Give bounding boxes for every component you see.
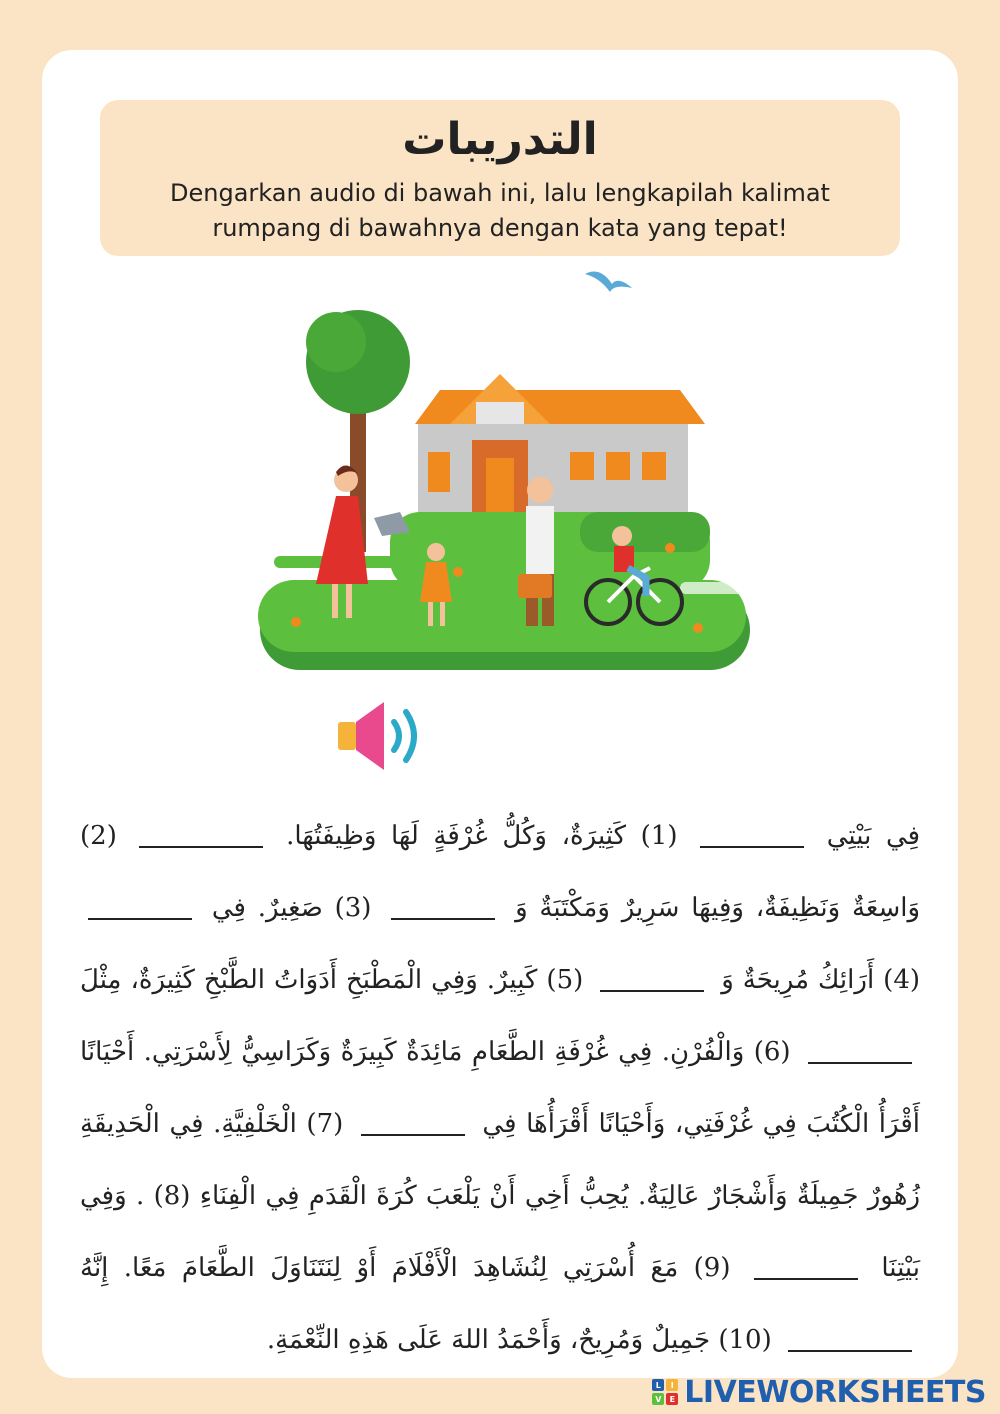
- reading-passage: [80, 800, 920, 1376]
- answer-blank-10[interactable]: [788, 1316, 912, 1352]
- page-title: التدريبات: [402, 114, 598, 165]
- answer-blank-9[interactable]: [754, 1244, 858, 1280]
- hedge: [580, 512, 710, 552]
- girl-leg: [428, 602, 433, 626]
- logo-letter: V: [652, 1393, 664, 1405]
- logo-letter: E: [666, 1393, 678, 1405]
- passage-text: (9) مَعَ أُسْرَتِي لِنُشَاهِدَ الْأَفْلَامَ أَوْ لِنَتَنَاوَلَ الطَّعَامَ مَعًا. إِنَّهُ: [80, 1253, 731, 1283]
- boy-head: [612, 526, 632, 546]
- header-box: [100, 100, 900, 256]
- passage-text: (6) وَالْفُرْنِ. فِي غُرْفَةِ الطَّعَامِ مَائِدَةٌ كَبِيرَةٌ وَكَرَاسِيُّ لِأَسْرَتِي. أَحْيَانًا أَقْرَأُ الْكُتُبَ فِي غُرْفَتِي، وَأَحْيَانًا أَقْرَأُهَا فِي: [80, 1037, 920, 1139]
- gable-window: [476, 402, 524, 424]
- girl-leg: [440, 602, 445, 626]
- answer-blank-6[interactable]: [808, 1028, 912, 1064]
- passage-text: (10) جَمِيلٌ وَمُرِيحٌ، وَأَحْمَدُ اللهَ عَلَى هَذِهِ النِّعْمَةِ.: [266, 1325, 772, 1355]
- speaker-cone: [356, 702, 384, 770]
- answer-blank-2[interactable]: [139, 812, 263, 848]
- house-window: [428, 452, 450, 492]
- watering-can-icon: [374, 512, 410, 536]
- logo-letter: I: [666, 1379, 678, 1391]
- answer-blank-4[interactable]: [88, 884, 192, 920]
- flower-icon: [453, 567, 463, 577]
- passage-text: (3) صَغِيرٌ. فِي: [211, 893, 372, 923]
- passage-text: (1) كَثِيرَةٌ، وَكُلُّ غُرْفَةٍ لَهَا وَظِيفَتُهَا.: [286, 821, 678, 851]
- instruction-line-2: rumpang di bawahnya dengan kata yang tepat!: [212, 214, 788, 242]
- woman-leg: [346, 584, 352, 618]
- house-window: [570, 452, 594, 480]
- man-shirt: [526, 506, 554, 576]
- answer-blank-3[interactable]: [391, 884, 495, 920]
- house-window: [606, 452, 630, 480]
- ground-stripe: [680, 582, 746, 594]
- liveworksheets-logo-icon: [652, 1379, 678, 1405]
- answer-blank-1[interactable]: [700, 812, 804, 848]
- sound-wave: [406, 712, 414, 760]
- ground: [258, 580, 746, 652]
- passage-text: (4) أَرَائِكُ مُرِيحَةٌ وَ: [721, 965, 921, 995]
- flower-icon: [693, 623, 703, 633]
- instruction-line-1: Dengarkan audio di bawah ini, lalu lengkapilah kalimat: [170, 179, 830, 207]
- girl-head: [427, 543, 445, 561]
- house-window: [642, 452, 666, 480]
- briefcase-icon: [518, 574, 552, 598]
- passage-text: (2) وَاسِعَةٌ وَنَظِيفَةٌ، وَفِيهَا سَرِيرٌ وَمَكْتَبَةٌ وَ: [80, 821, 921, 923]
- passage-text: (5) كَبِيرٌ. وَفِي الْمَطْبَخِ أَدَوَاتُ الطَّبْخِ كَثِيرَةٌ، مِثْلَ: [80, 965, 584, 995]
- passage-text: (7) الْخَلْفِيَّةِ. فِي الْحَدِيقَةِ زُهُورٌ جَمِيلَةٌ وَأَشْجَارٌ عَالِيَةٌ. يُحِبُّ أَخِي أَنْ يَلْعَبَ كُرَةَ الْقَدَمِ فِي الْفِنَاءِ (8) . وَفِي بَيْتِنَا: [80, 1109, 921, 1283]
- flower-icon: [665, 543, 675, 553]
- flower-icon: [291, 617, 301, 627]
- liveworksheets-brand[interactable]: [652, 1374, 986, 1410]
- house-door: [486, 458, 514, 512]
- speaker-icon[interactable]: [334, 698, 430, 774]
- logo-letter: L: [652, 1379, 664, 1391]
- bird-icon: [585, 272, 632, 292]
- answer-blank-7[interactable]: [361, 1100, 465, 1136]
- brand-text: LIVEWORKSHEETS: [684, 1374, 986, 1410]
- sound-wave: [394, 722, 399, 750]
- woman-leg: [332, 584, 338, 618]
- family-house-scene: [250, 262, 750, 682]
- answer-blank-5[interactable]: [600, 956, 704, 992]
- speaker-body: [338, 722, 356, 750]
- tree-canopy-light: [306, 312, 366, 372]
- instruction-text: [120, 176, 880, 246]
- man-head: [527, 477, 553, 503]
- passage-text: فِي بَيْتِي: [826, 821, 921, 851]
